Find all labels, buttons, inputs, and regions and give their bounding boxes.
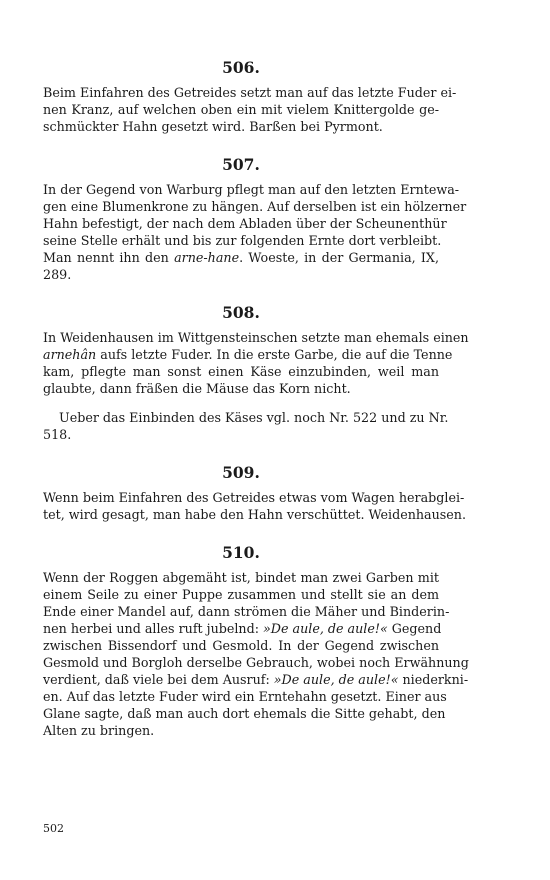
entry-text [43,569,469,739]
text-line: Alten zu bringen. [43,723,155,738]
text-line: Ueber das Einbinden des Käses vgl. noch Nr. 522 und zu Nr. [59,410,449,425]
entry-number: 507. [222,155,260,174]
entry-number: 506. [222,58,260,77]
italic-term: »De aule, de aule!« [263,621,388,636]
text-line: einem Seile zu einer Puppe zusammen und stellt sie an dem [43,587,439,602]
entry-text [43,84,457,135]
text-line: 289. [43,267,72,282]
text-line: gen eine Blumenkrone zu hängen. Auf derselben ist ein hölzerner [43,199,467,214]
text-line: Ende einer Mandel auf, dann strömen die Mäher und Binderin- [43,604,450,619]
text-line [43,249,439,266]
text-line: Wenn beim Einfahren des Getreides etwas vom Wagen herabglei- [43,490,465,505]
entry-note [43,409,449,443]
text-line: nen Kranz, auf welchen oben ein mit vielem Knittergolde ge- [43,102,439,117]
text-line: Glane sagte, daß man auch dort ehemals die Sitte gehabt, den [43,706,446,721]
text-line: 518. [43,427,72,442]
text-line: Beim Einfahren des Getreides setzt man auf das letzte Fuder ei- [43,85,457,100]
text-line: In der Gegend von Warburg pflegt man auf den letzten Erntewa- [43,182,460,197]
text-line: Hahn befestigt, der nach dem Abladen über der Scheunenthür [43,216,447,231]
entry-number: 509. [222,463,260,482]
entry-506 [43,58,457,135]
text-segment: aufs letzte Fuder. In die erste Garbe, die auf die Tenne [96,347,453,362]
text-line: tet, wird gesagt, man habe den Hahn verschüttet. Weidenhausen. [43,507,467,522]
text-segment: . Woeste, in der Germania, IX, [239,250,440,265]
entry-text [43,329,469,397]
text-line: en. Auf das letzte Fuder wird ein Erntehahn gesetzt. Einer aus [43,689,447,704]
text-segment: Gegend [387,621,442,636]
text-segment: nen herbei und alles ruft jubelnd: [43,621,264,636]
text-line: schmückter Hahn gesetzt wird. Barßen bei Pyrmont. [43,119,383,134]
text-line: kam, pflegte man sonst einen Käse einzubinden, weil man [43,364,439,379]
page-number: 502 [43,822,64,835]
italic-term: arnehân [43,347,97,362]
italic-term: arne-hane [174,250,240,265]
text-line [43,346,453,363]
entry-number: 510. [222,543,260,562]
text-segment: verdient, daß viele bei dem Ausruf: [43,672,274,687]
entry-number: 508. [222,303,260,322]
text-line [43,671,469,688]
text-line: seine Stelle erhält und bis zur folgenden Ernte dort verbleibt. [43,233,442,248]
italic-term: »De aule, de aule!« [273,672,399,687]
page-body [43,58,469,739]
entry-text [43,489,467,523]
entry-508 [43,303,469,443]
text-line: In Weidenhausen im Wittgensteinschen setzte man ehemals einen [43,330,469,345]
text-line: zwischen Bissendorf und Gesmold. In der Gegend zwischen [43,638,439,653]
text-line: glaubte, dann fräßen die Mäuse das Korn nicht. [43,381,351,396]
entry-507 [43,155,467,283]
text-segment: niederkni- [398,672,469,687]
text-line: Wenn der Roggen abgemäht ist, bindet man zwei Garben mit [43,570,439,585]
text-line: Gesmold und Borgloh derselbe Gebrauch, wobei noch Erwähnung [43,655,469,670]
entry-text [43,181,467,283]
entry-509 [43,463,467,523]
entry-510 [43,543,469,739]
text-line [43,620,442,637]
text-segment: Man nennt ihn den [43,250,175,265]
